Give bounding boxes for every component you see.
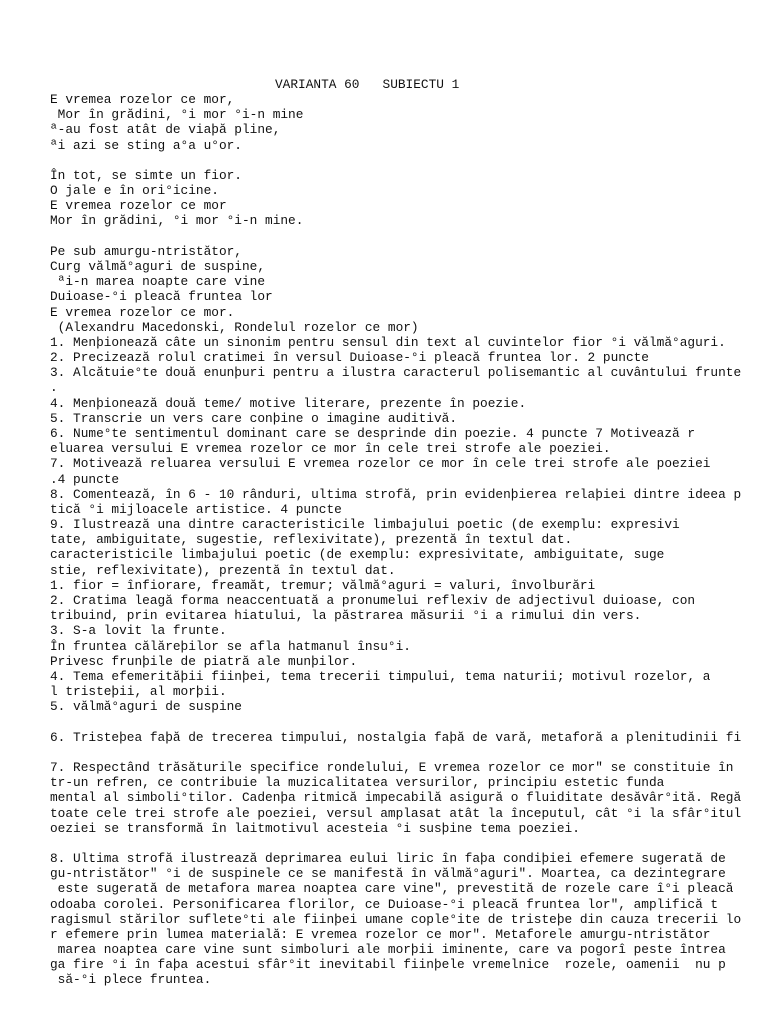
text-line: 2. Precizează rolul cratimei în versul Duioase-°i pleacă fruntea lor. 2 puncte bbox=[50, 350, 649, 366]
text-line: Mor în grădini, °i mor °i-n mine bbox=[50, 107, 312, 123]
text-line: 6. Tristeþea faþă de trecerea timpului, nostalgia faþă de vară, metaforă a plenitudinii fi bbox=[50, 729, 742, 745]
text-line: oeziei se transformă în laitmotivul acesteia °i susþine tema poeziei. bbox=[50, 820, 580, 836]
text-line: E vremea rozelor ce mor. bbox=[50, 304, 235, 320]
text-line: mental al simboli°tilor. Cadenþa ritmică impecabilă asigură o fluiditate desăvâr°ită. Regă bbox=[50, 790, 742, 806]
text-line: caracteristicile limbajului poetic (de exemplu: expresivitate, ambiguitate, suge bbox=[50, 547, 665, 563]
text-line: Curg vălmă°aguri de suspine, bbox=[50, 259, 266, 274]
text-line: să-°i plece fruntea. bbox=[50, 972, 212, 988]
text-line: 1. Menþionează câte un sinonim pentru sensul din text al cuvintelor fior °i vălmă°aguri. bbox=[50, 334, 726, 350]
text-line: ª-au fost atât de viaþă pline, bbox=[50, 122, 281, 138]
text-line: 4. Tema efemerităþii fiinþei, tema trecerii timpului, tema naturii; motivul rozelor, a bbox=[50, 668, 711, 684]
text-line: ragismul stărilor suflete°ti ale fiinþei umane coplе°ite de tristeþe din cauza trecerii lo bbox=[50, 911, 742, 927]
text-line: ªi azi se sting a°a u°or. bbox=[50, 137, 242, 153]
text-line: .4 puncte bbox=[50, 471, 120, 487]
text-line: 8. Comentează, în 6 - 10 rânduri, ultima strofă, prin evidenþierea relaþiei dintre ideea p bbox=[50, 486, 742, 502]
text-line: tribuind, prin evitarea hiatului, la păstrarea măsurii °i a rimului din vers. bbox=[50, 608, 642, 624]
text-line: 9. Ilustrează una dintre caracteristicile limbajului poetic (de exemplu: expresivi bbox=[50, 517, 680, 532]
text-line: marea noaptea care vine sunt simboluri ale morþii iminente, care va pogorî peste întrea bbox=[50, 942, 726, 958]
text-line: ªi-n marea noapte care vine bbox=[50, 274, 266, 290]
text-line: 8. Ultima strofă ilustrează deprimarea eului liric în faþa condiþiei efemere sugerată de bbox=[50, 851, 734, 866]
text-line: 7. Motivează reluarea versului E vremea rozelor ce mor în cele trei strofe ale poeziei bbox=[50, 456, 711, 472]
text-line: toate cele trei strofe ale poeziei, versul amplasat atât la începutul, cât °i la sfâr°itul bbox=[50, 805, 742, 821]
text-line: 5. vălmă°aguri de suspine bbox=[50, 699, 242, 715]
text-line: stie, reflexivitate), prezentă în textul dat. bbox=[50, 562, 396, 578]
text-line: tr-un refren, ce contribuie la muzicalitatea versurilor, principiu estetic funda bbox=[50, 775, 665, 791]
text-line: l tristeþii, al morþii. bbox=[50, 684, 227, 699]
text-line: . bbox=[50, 380, 58, 396]
text-line: 3. Alcătuie°te două enunþuri pentru a ilustra caracterul polisemantic al cuvântului frunte bbox=[50, 365, 742, 381]
text-line: O jale e în ori°icine. bbox=[50, 183, 219, 199]
text-line: este sugerată de metafora marea noaptea care vine", prevestită de rozele care î°i pleacă bbox=[50, 881, 734, 897]
text-line: Privesc frunþile de piatră ale munþilor. bbox=[50, 653, 358, 669]
text-line: E vremea rozelor ce mor bbox=[50, 198, 235, 214]
text-line: (Alexandru Macedonski, Rondelul rozelor ce mor) bbox=[50, 319, 419, 335]
text-line: 3. S-a lovit la frunte. bbox=[50, 623, 227, 639]
text-line: r efemere prin lumea materială: E vremea rozelor ce mor". Metaforele amurgu-ntristător bbox=[50, 926, 711, 942]
text-line: odoaba corolei. Personificarea florilor, ce Duioase-°i pleacă fruntea lor", amplifică t bbox=[50, 896, 719, 912]
text-line: 7. Respectând trăsăturile specifice rondelului, E vremea rozelor ce mor" se constituie în bbox=[50, 759, 734, 775]
text-line: 6. Nume°te sentimentul dominant care se desprinde din poezie. 4 puncte 7 Motivează r bbox=[50, 426, 696, 441]
text-line: 5. Transcrie un vers care conþine o imagine auditivă. bbox=[50, 410, 458, 426]
text-line: eluarea versului E vremea rozelor ce mor în cele trei strofe ale poeziei. bbox=[50, 441, 611, 457]
text-line: E vremea rozelor ce mor, bbox=[50, 92, 235, 107]
text-line: Duioase-°i pleacă fruntea lor bbox=[50, 289, 281, 305]
text-line: 2. Cratima leagă forma neaccentuată a pronumelui reflexiv de adjectivul duioase, con bbox=[50, 592, 696, 608]
text-line: În fruntea călăreþilor se afla hatmanul însu°i. bbox=[50, 638, 411, 654]
document-title: VARIANTA 60 SUBIECTU 1 bbox=[275, 77, 460, 92]
text-line: 1. fior = înfiorare, freamăt, tremur; vălmă°aguri = valuri, învolburări bbox=[50, 577, 596, 593]
text-line: În tot, se simte un fior. bbox=[50, 167, 242, 183]
text-line: 4. Menþionează două teme/ motive literare, prezente în poezie. bbox=[50, 395, 527, 411]
text-line: tică °i mijloacele artistice. 4 puncte bbox=[50, 501, 342, 517]
text-line: Mor în grădini, °i mor °i-n mine. bbox=[50, 213, 304, 229]
text-line: ga fire °i în faþa acestui sfâr°it inevitabil fiinþele vremelnice rozele, oamenii nu p bbox=[50, 957, 726, 973]
text-line: gu-ntristător" °i de suspinele ce se manifestă în vălmă°aguri". Moartea, ca dezintegrare bbox=[50, 866, 726, 882]
text-line: Pe sub amurgu-ntristător, bbox=[50, 243, 242, 259]
text-line: tate, ambiguitate, sugestie, reflexivitate), prezentă în textul dat. bbox=[50, 532, 573, 548]
